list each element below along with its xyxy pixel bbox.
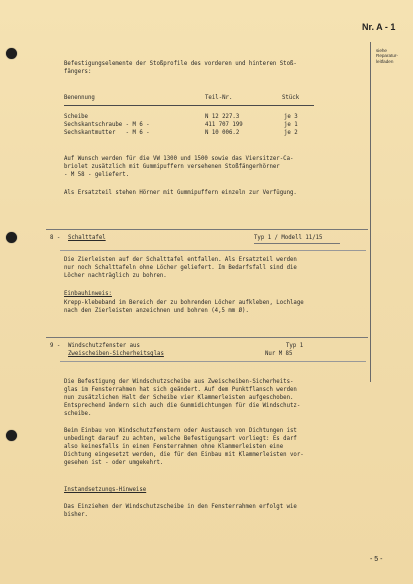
- section9-para1-line-1: Die Befestigung der Windschutzscheibe aus Zweischeiben-Sicherheits-: [64, 379, 294, 385]
- section9-number: 9 -: [50, 343, 61, 349]
- section8-title: Schalttafel: [68, 235, 106, 241]
- section9-rule-top: [46, 337, 368, 338]
- section9-para2-line-4: Dichtung eingesetzt werden, die für den Einbau mit Klammerleisten vor-: [64, 452, 304, 458]
- section8-rule-top: [46, 229, 368, 230]
- section8-rule-bottom: [60, 250, 366, 251]
- table-header-teil-nr: Teil-Nr.: [205, 95, 233, 101]
- section9-type-line-1: Typ 1: [286, 343, 304, 349]
- section9-rule-bottom: [60, 361, 366, 362]
- note1-line-1: Auf Wunsch werden für die VW 1300 und 1500 sowie das Viersitzer-Ca-: [64, 156, 294, 162]
- section9-title-line-1: Windschutzfenster aus: [68, 343, 140, 349]
- punch-hole-bottom: [6, 430, 17, 441]
- margin-line: [370, 42, 371, 382]
- table-row-3-name: Sechskantmutter - M 6 -: [64, 130, 150, 136]
- section9-para2-line-3: also keinesfalls in einen Fensterrahmen ohne Klammerleisten eine: [64, 444, 284, 450]
- table-row-3-part: N 10 006.2: [205, 130, 240, 136]
- section9-para1-line-5: scheibe.: [64, 411, 92, 417]
- margin-note: siehe Reparatur- leitfaden: [376, 48, 398, 64]
- section8-hint-title: Einbauhinweis:: [64, 291, 112, 297]
- table-row-1-part: N 12 227.3: [205, 114, 240, 120]
- intro-line-1: Befestigungselemente der Stoßprofile des vorderen und hinteren Stoß-: [64, 61, 297, 67]
- section8-type: Typ 1 / Modell 11/15: [254, 235, 323, 241]
- punch-hole-top: [6, 48, 17, 59]
- note1-line-3: - M 58 - geliefert.: [64, 172, 130, 178]
- table-row-1-qty: je 3: [284, 114, 298, 120]
- note1-line-2: briolet zusätzlich mit Gummipuffern versehenen Stoßfängerhörner: [64, 164, 280, 170]
- section8-number: 8 -: [50, 235, 61, 241]
- section9-repair-line-2: bisher.: [64, 512, 88, 518]
- section9-para1-line-2: glas im Fensterrahmen hat sich geändert. Auf dem Punktflansch werden: [64, 387, 297, 393]
- section9-type-line-2: Nur M 85: [265, 351, 293, 357]
- table-header-rule: [64, 105, 314, 106]
- section8-body-line-2: nur noch Schalttafeln ohne Löcher geliefert. Im Bedarfsfall sind die: [64, 265, 297, 271]
- table-row-2-name: Sechskantschraube - M 6 -: [64, 122, 150, 128]
- punch-hole-middle: [6, 232, 17, 243]
- table-row-2-qty: je 1: [284, 122, 298, 128]
- section8-body-line-3: Löcher nachträglich zu bohren.: [64, 273, 167, 279]
- section8-type-underline: [254, 243, 340, 244]
- section9-repair-line-1: Das Einziehen der Windschutzscheibe in den Fensterrahmen erfolgt wie: [64, 504, 297, 510]
- page-number: - 5 -: [370, 556, 383, 563]
- table-header-benennung: Benennung: [64, 95, 95, 101]
- table-row-3-qty: je 2: [284, 130, 298, 136]
- section8-body-line-1: Die Zierleisten auf der Schalttafel entfallen. Als Ersatzteil werden: [64, 257, 297, 263]
- section8-hint-line-1: Krepp-klebeband im Bereich der zu bohrenden Löcher aufkleben, Lochlage: [64, 300, 304, 306]
- section9-repair-title: Instandsetzungs-Hinweise: [64, 487, 147, 493]
- section9-para2-line-1: Beim Einbau von Windschutzfenstern oder Austausch von Dichtungen ist: [64, 428, 297, 434]
- table-row-2-part: 411 707 199: [205, 122, 243, 128]
- section8-hint-line-2: nach den Zierleisten anzeichnen und bohren (4,5 mm Ø).: [64, 308, 249, 314]
- note2: Als Ersatzteil stehen Hörner mit Gummipuffern einzeln zur Verfügung.: [64, 190, 297, 196]
- section9-title-line-2: Zweischeiben-Sicherheitsglas: [68, 351, 164, 357]
- section9-para1-line-4: Entsprechend ändern sich auch die Gummidichtungen für die Windschutz-: [64, 403, 301, 409]
- section9-para1-line-3: nun zusätzlichen Halt der Scheibe vier Klammerleisten aufgeschoben.: [64, 395, 294, 401]
- table-header-stueck: Stück: [282, 95, 300, 101]
- section9-para2-line-2: unbedingt darauf zu achten, welche Befestigungsart vorliegt: Es darf: [64, 436, 297, 442]
- document-number: Nr. A - 1: [362, 22, 396, 32]
- section9-para2-line-5: gesehen ist - oder umgekehrt.: [64, 460, 164, 466]
- intro-line-2: fängers:: [64, 69, 92, 75]
- table-row-1-name: Scheibe: [64, 114, 88, 120]
